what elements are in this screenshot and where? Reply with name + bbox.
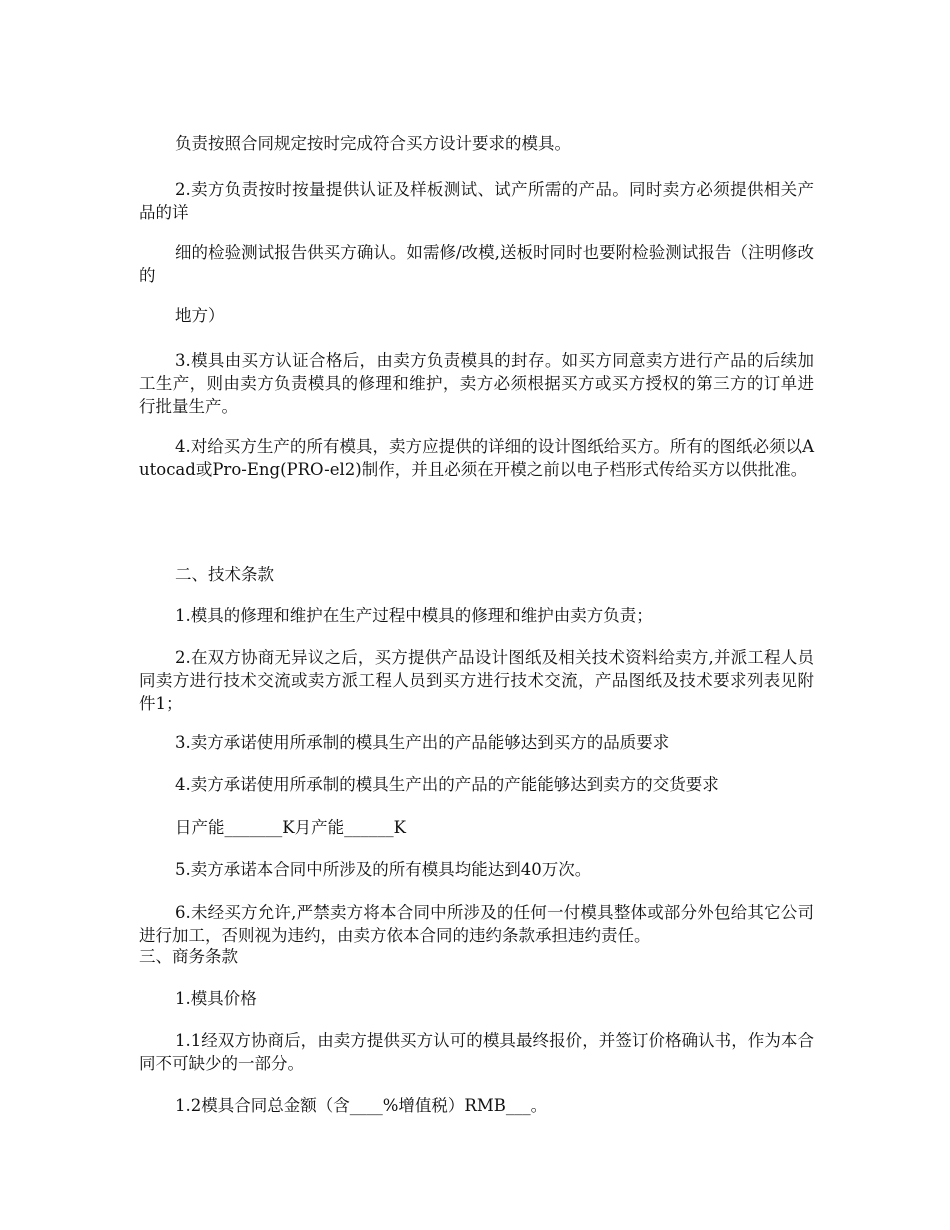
paragraph-price-1-2: 1.2模具合同总金额（含____%增值税）RMB___。 (175, 1096, 548, 1115)
paragraph-clause-3: 3.模具由买方认证合格后，由卖方负责模具的封存。如买方同意卖方进行产品的后续加工生产，则由卖方负责模具的修理和维护，卖方必须根据买方或买方授权的第三方的订单进行批量生产。 (139, 351, 814, 416)
paragraph-tech-2: 2.在双方协商无异议之后，买方提供产品设计图纸及相关技术资料给卖方,并派工程人员同卖方进行技术交流或卖方派工程人员到买方进行技术交流，产品图纸及技术要求列表见附件1； (139, 648, 814, 713)
paragraph-price-1-1: 1.1经双方协商后，由卖方提供买方认可的模具最终报价，并签订价格确认书，作为本合同不可缺少的一部分。 (139, 1031, 814, 1073)
section-heading-technical: 二、技术条款 (175, 565, 274, 584)
paragraph-clause-2: 2.卖方负责按时按量提供认证及样板测试、试产所需的产品。同时卖方必须提供相关产品的详 (139, 180, 814, 222)
paragraph-tech-6: 6.未经买方允许,严禁卖方将本合同中所涉及的任何一付模具整体或部分外包给其它公司进行加工，否则视为违约，由卖方依本合同的违约条款承担违约责任。 (139, 903, 814, 945)
paragraph-tech-1: 1.模具的修理和维护在生产过程中模具的修理和维护由卖方负责； (175, 606, 653, 625)
paragraph-tech-4: 4.卖方承诺使用所承制的模具生产出的产品的产能能够达到卖方的交货要求 (175, 775, 719, 794)
paragraph-clause-2-end: 地方） (175, 306, 225, 325)
paragraph-capacity: 日产能_______K月产能______K (175, 818, 406, 837)
paragraph-clause-2-continued: 细的检验测试报告供买方确认。如需修/改模,送板时同时也要附检验测试报告（注明修改的 (139, 243, 814, 285)
section-heading-commercial: 三、商务条款 (139, 947, 238, 966)
paragraph-tech-5: 5.卖方承诺本合同中所涉及的所有模具均能达到40万次。 (175, 860, 592, 879)
paragraph-mold-price: 1.模具价格 (175, 989, 257, 1008)
paragraph-tech-3: 3.卖方承诺使用所承制的模具生产出的产品能够达到买方的品质要求 (175, 733, 670, 752)
paragraph-mold-completion: 负责按照合同规定按时完成符合买方设计要求的模具。 (175, 134, 571, 153)
paragraph-clause-4: 4.对给买方生产的所有模具，卖方应提供的详细的设计图纸给买方。所有的图纸必须以Autocad或Pro-Eng(PRO-el2)制作，并且必须在开模之前以电子档形式传给买方以供批准。 (139, 437, 814, 479)
